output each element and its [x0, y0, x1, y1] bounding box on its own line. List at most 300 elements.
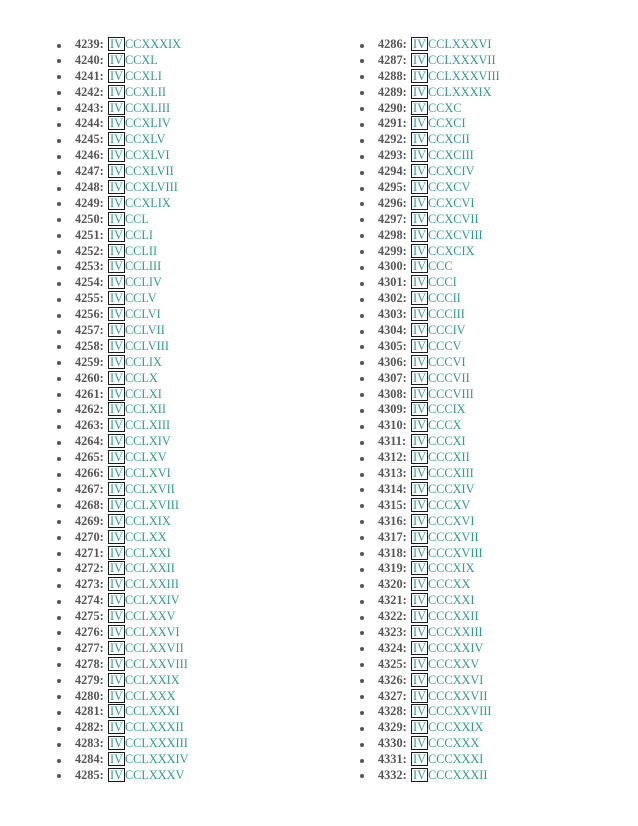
thousands-box: IV — [110, 338, 123, 353]
item-number: 4326: — [378, 672, 407, 687]
item-number: 4264: — [75, 434, 104, 449]
roman-numeral — [411, 387, 474, 403]
roman-numeral — [411, 546, 483, 562]
bullet-icon — [57, 298, 61, 302]
thousands-box: IV — [110, 180, 123, 195]
item-number: 4271: — [75, 545, 104, 560]
bullet-icon — [360, 44, 364, 48]
thousands-box: IV — [110, 688, 123, 703]
thousands-box: IV — [413, 752, 426, 767]
thousands-box: IV — [413, 180, 426, 195]
roman-remainder: CCCXXIX — [427, 720, 484, 735]
roman-remainder: CCCXXIV — [427, 640, 484, 655]
roman-numeral — [411, 116, 466, 132]
roman-remainder: CCLXVII — [124, 481, 175, 496]
thousands-box: IV — [110, 656, 123, 671]
roman-numeral — [108, 609, 176, 625]
roman-numeral — [108, 720, 184, 736]
roman-remainder: CCLXII — [124, 402, 166, 417]
bullet-icon — [57, 679, 61, 683]
roman-remainder: CCLVIII — [124, 338, 169, 353]
roman-remainder: CCCXVIII — [427, 545, 483, 560]
item-number: 4283: — [75, 736, 104, 751]
thousands-box: IV — [110, 148, 123, 163]
item-number: 4317: — [378, 529, 407, 544]
item-number: 4239: — [75, 37, 104, 51]
thousands-box: IV — [110, 37, 123, 51]
thousands-box: IV — [413, 338, 426, 353]
item-number: 4277: — [75, 640, 104, 655]
roman-numeral — [108, 418, 170, 434]
roman-numeral — [108, 561, 175, 577]
item-number: 4321: — [378, 593, 407, 608]
item-number: 4279: — [75, 672, 104, 687]
thousands-box: IV — [413, 164, 426, 179]
bullet-icon — [360, 488, 364, 492]
bullet-icon — [360, 759, 364, 763]
item-number: 4278: — [75, 656, 104, 671]
bullet-icon — [360, 218, 364, 222]
thousands-box: IV — [110, 402, 123, 417]
bullet-icon — [360, 695, 364, 699]
thousands-box: IV — [110, 736, 123, 751]
bullet-icon — [57, 107, 61, 111]
thousands-box: IV — [110, 307, 123, 322]
item-number: 4325: — [378, 656, 407, 671]
bullet-icon — [57, 631, 61, 635]
item-number: 4295: — [378, 180, 407, 195]
bullet-icon — [360, 91, 364, 95]
roman-remainder: CCCXII — [427, 450, 470, 465]
thousands-box: IV — [110, 672, 123, 687]
thousands-box: IV — [110, 84, 123, 99]
item-number: 4310: — [378, 418, 407, 433]
thousands-box: IV — [413, 497, 426, 512]
roman-numeral — [108, 291, 157, 307]
bullet-icon — [57, 377, 61, 381]
item-number: 4292: — [378, 132, 407, 147]
thousands-box: IV — [110, 211, 123, 226]
thousands-box: IV — [110, 704, 123, 719]
roman-numeral — [108, 546, 171, 562]
bullet-icon — [57, 44, 61, 48]
roman-remainder: CCC — [427, 259, 453, 274]
roman-remainder: CCLXIII — [124, 418, 171, 433]
thousands-box: IV — [110, 100, 123, 115]
bullet-icon — [360, 520, 364, 524]
roman-remainder: CCCXVI — [427, 513, 475, 528]
roman-remainder: CCLXVI — [124, 466, 171, 481]
roman-remainder: CCCXXI — [427, 593, 475, 608]
item-number: 4275: — [75, 609, 104, 624]
bullet-icon — [360, 282, 364, 286]
roman-numeral — [411, 164, 474, 180]
item-number: 4298: — [378, 227, 407, 242]
item-number: 4257: — [75, 323, 104, 338]
bullet-icon — [57, 441, 61, 445]
bullet-icon — [360, 473, 364, 477]
roman-remainder: CCCXXXI — [427, 752, 484, 767]
bullet-icon — [57, 647, 61, 651]
thousands-box: IV — [413, 402, 426, 417]
thousands-box: IV — [110, 720, 123, 735]
item-number: 4256: — [75, 307, 104, 322]
roman-numeral — [411, 355, 466, 371]
thousands-box: IV — [413, 100, 426, 115]
thousands-box: IV — [413, 68, 426, 83]
bullet-icon — [57, 600, 61, 604]
roman-remainder: CCLXV — [124, 450, 167, 465]
item-number: 4254: — [75, 275, 104, 290]
thousands-box: IV — [110, 370, 123, 385]
thousands-box: IV — [413, 323, 426, 338]
thousands-box: IV — [413, 624, 426, 639]
item-number: 4288: — [378, 68, 407, 83]
bullet-icon — [360, 123, 364, 127]
roman-remainder: CCCVIII — [427, 386, 474, 401]
thousands-box: IV — [110, 767, 123, 782]
roman-remainder: CCLXXXV — [124, 767, 185, 782]
bullet-icon — [57, 171, 61, 175]
roman-numeral — [108, 577, 179, 593]
thousands-box: IV — [110, 52, 123, 67]
roman-numeral — [108, 228, 153, 244]
roman-numeral — [108, 116, 171, 132]
roman-numeral — [411, 275, 457, 291]
item-number: 4309: — [378, 402, 407, 417]
thousands-box: IV — [413, 386, 426, 401]
bullet-icon — [57, 457, 61, 461]
roman-numeral — [108, 450, 167, 466]
item-number: 4253: — [75, 259, 104, 274]
roman-remainder: CCCIV — [427, 323, 466, 338]
roman-remainder: CCLXXII — [124, 561, 175, 576]
roman-numeral — [108, 259, 161, 275]
bullet-icon — [360, 187, 364, 191]
bullet-icon — [57, 425, 61, 429]
item-number: 4294: — [378, 164, 407, 179]
roman-remainder: CCLIV — [124, 275, 162, 290]
roman-remainder: CCLXXVII — [124, 640, 184, 655]
roman-numeral — [108, 402, 166, 418]
thousands-box: IV — [110, 386, 123, 401]
bullet-icon — [360, 266, 364, 270]
bullet-icon — [57, 695, 61, 699]
bullet-icon — [57, 774, 61, 778]
roman-remainder: CCLVII — [124, 323, 165, 338]
bullet-icon — [360, 774, 364, 778]
item-number: 4304: — [378, 323, 407, 338]
roman-numeral — [108, 53, 158, 69]
item-number: 4307: — [378, 370, 407, 385]
item-number: 4316: — [378, 513, 407, 528]
thousands-box: IV — [413, 52, 426, 67]
roman-numeral — [411, 530, 479, 546]
thousands-box: IV — [110, 513, 123, 528]
item-number: 4287: — [378, 52, 407, 67]
item-number: 4260: — [75, 370, 104, 385]
roman-remainder: CCCI — [427, 275, 457, 290]
roman-remainder: CCCXXXII — [427, 767, 488, 782]
bullet-icon — [57, 59, 61, 63]
roman-remainder: CCXCIII — [427, 148, 474, 163]
item-number: 4267: — [75, 481, 104, 496]
roman-remainder: CCXCVIII — [427, 227, 483, 242]
bullet-icon — [57, 536, 61, 540]
item-number: 4280: — [75, 688, 104, 703]
item-number: 4322: — [378, 609, 407, 624]
item-number: 4249: — [75, 195, 104, 210]
thousands-box: IV — [413, 688, 426, 703]
item-number: 4251: — [75, 227, 104, 242]
roman-numeral — [108, 752, 189, 768]
item-number: 4289: — [378, 84, 407, 99]
bullet-icon — [57, 488, 61, 492]
roman-numeral — [411, 450, 470, 466]
bullet-icon — [57, 616, 61, 620]
roman-remainder: CCXCVII — [427, 211, 479, 226]
roman-remainder: CCXCII — [427, 132, 470, 147]
roman-remainder: CCLXXXII — [124, 720, 184, 735]
roman-remainder: CCCIII — [427, 307, 465, 322]
bullet-icon — [57, 123, 61, 127]
thousands-box: IV — [110, 243, 123, 258]
thousands-box: IV — [413, 354, 426, 369]
item-number: 4263: — [75, 418, 104, 433]
roman-remainder: CCCXXVII — [427, 688, 488, 703]
roman-numeral — [108, 482, 175, 498]
bullet-icon — [360, 298, 364, 302]
roman-numeral — [108, 69, 162, 85]
roman-numeral — [108, 736, 188, 752]
bullet-icon — [360, 345, 364, 349]
bullet-icon — [360, 631, 364, 635]
item-number: 4284: — [75, 752, 104, 767]
thousands-box: IV — [110, 545, 123, 560]
thousands-box: IV — [110, 561, 123, 576]
bullet-icon — [360, 647, 364, 651]
item-number: 4312: — [378, 450, 407, 465]
roman-remainder: CCCXXVIII — [427, 704, 492, 719]
roman-numeral — [411, 514, 474, 530]
thousands-box: IV — [413, 116, 426, 131]
roman-numeral — [108, 212, 149, 228]
roman-remainder: CCXLVII — [124, 164, 174, 179]
roman-remainder: CCXLVIII — [124, 180, 178, 195]
thousands-box: IV — [413, 275, 426, 290]
thousands-box: IV — [110, 640, 123, 655]
bullet-icon — [360, 139, 364, 143]
bullet-icon — [57, 409, 61, 413]
item-number: 4290: — [378, 100, 407, 115]
bullet-icon — [360, 536, 364, 540]
item-number: 4299: — [378, 243, 407, 258]
roman-remainder: CCL — [124, 211, 149, 226]
bullet-icon — [360, 377, 364, 381]
bullet-icon — [57, 504, 61, 508]
roman-remainder: CCLXXIX — [124, 672, 180, 687]
roman-numeral — [411, 259, 453, 275]
item-number: 4242: — [75, 84, 104, 99]
thousands-box: IV — [110, 116, 123, 131]
roman-numeral — [108, 85, 166, 101]
item-number: 4329: — [378, 720, 407, 735]
roman-remainder: CCCXXX — [427, 736, 480, 751]
thousands-box: IV — [110, 529, 123, 544]
roman-numeral — [411, 736, 479, 752]
item-number: 4269: — [75, 513, 104, 528]
roman-numeral — [108, 164, 174, 180]
thousands-box: IV — [413, 767, 426, 782]
thousands-box: IV — [110, 354, 123, 369]
roman-numeral — [411, 768, 487, 784]
roman-numeral — [411, 609, 479, 625]
roman-remainder: CCCXI — [427, 434, 466, 449]
item-number: 4255: — [75, 291, 104, 306]
item-number: 4305: — [378, 338, 407, 353]
bullet-icon — [360, 202, 364, 206]
roman-remainder: CCLXXVI — [124, 624, 180, 639]
roman-numeral — [108, 593, 180, 609]
roman-numeral — [411, 689, 487, 705]
bullet-icon — [360, 504, 364, 508]
bullet-icon — [360, 600, 364, 604]
thousands-box: IV — [413, 640, 426, 655]
roman-numeral — [108, 148, 170, 164]
bullet-icon — [360, 330, 364, 334]
roman-numeral — [411, 307, 465, 323]
thousands-box: IV — [110, 164, 123, 179]
roman-numeral — [411, 148, 474, 164]
roman-numeral — [411, 85, 492, 101]
thousands-box: IV — [413, 609, 426, 624]
roman-numeral — [411, 482, 474, 498]
item-number: 4314: — [378, 481, 407, 496]
roman-numeral — [411, 244, 474, 260]
item-number: 4332: — [378, 767, 407, 782]
thousands-box: IV — [110, 752, 123, 767]
roman-numeral — [411, 180, 470, 196]
bullet-icon — [57, 711, 61, 715]
item-number: 4318: — [378, 545, 407, 560]
bullet-icon — [57, 330, 61, 334]
roman-remainder: CCCXX — [427, 577, 471, 592]
roman-remainder: CCCII — [427, 291, 461, 306]
item-number: 4266: — [75, 466, 104, 481]
roman-remainder: CCCIX — [427, 402, 466, 417]
item-number: 4319: — [378, 561, 407, 576]
item-number: 4311: — [378, 434, 407, 449]
item-number: 4265: — [75, 450, 104, 465]
roman-numeral — [411, 657, 479, 673]
item-number: 4276: — [75, 624, 104, 639]
bullet-icon — [57, 759, 61, 763]
item-number: 4240: — [75, 52, 104, 67]
roman-remainder: CCLXXXVII — [427, 52, 496, 67]
roman-numeral — [108, 466, 171, 482]
roman-remainder: CCLI — [124, 227, 153, 242]
thousands-box: IV — [110, 68, 123, 83]
thousands-box: IV — [110, 195, 123, 210]
bullet-icon — [57, 552, 61, 556]
roman-numeral — [411, 625, 483, 641]
roman-remainder: CCXCIX — [427, 243, 475, 258]
roman-numeral — [411, 673, 483, 689]
bullet-icon — [57, 314, 61, 318]
bullet-icon — [360, 393, 364, 397]
roman-numeral — [411, 69, 500, 85]
bullet-icon — [360, 234, 364, 238]
item-number: 4270: — [75, 529, 104, 544]
roman-remainder: CCCV — [427, 338, 462, 353]
thousands-box: IV — [110, 275, 123, 290]
roman-numeral — [411, 53, 496, 69]
roman-remainder: CCLIX — [124, 354, 162, 369]
item-number: 4248: — [75, 180, 104, 195]
bullet-icon — [57, 473, 61, 477]
roman-numeral — [108, 387, 162, 403]
thousands-box: IV — [413, 561, 426, 576]
thousands-box: IV — [413, 132, 426, 147]
thousands-box: IV — [110, 577, 123, 592]
roman-remainder: CCLXXIV — [124, 593, 180, 608]
bullet-icon — [360, 314, 364, 318]
roman-remainder: CCCXXVI — [427, 672, 484, 687]
item-number: 4244: — [75, 116, 104, 131]
roman-numeral — [108, 275, 162, 291]
bullet-icon — [57, 234, 61, 238]
roman-numeral — [411, 291, 461, 307]
roman-numeral — [108, 196, 171, 212]
roman-numeral — [411, 720, 483, 736]
roman-remainder: CCLXIV — [124, 434, 171, 449]
item-number: 4331: — [378, 752, 407, 767]
roman-numeral — [411, 101, 461, 117]
item-number: 4261: — [75, 386, 104, 401]
bullet-icon — [57, 568, 61, 572]
roman-remainder: CCLXIX — [124, 513, 171, 528]
thousands-box: IV — [413, 720, 426, 735]
roman-numeral — [108, 704, 180, 720]
roman-numeral — [411, 593, 474, 609]
roman-remainder: CCLXI — [124, 386, 162, 401]
bullet-icon — [57, 584, 61, 588]
bullet-icon — [360, 584, 364, 588]
item-number: 4320: — [378, 577, 407, 592]
thousands-box: IV — [413, 370, 426, 385]
roman-remainder: CCLXVIII — [124, 497, 179, 512]
thousands-box: IV — [110, 450, 123, 465]
roman-remainder: CCXLVI — [124, 148, 170, 163]
bullet-icon — [360, 155, 364, 159]
item-number: 4297: — [378, 211, 407, 226]
item-number: 4302: — [378, 291, 407, 306]
roman-remainder: CCLXXVIII — [124, 656, 188, 671]
roman-remainder: CCCXV — [427, 497, 471, 512]
bullet-icon — [57, 250, 61, 254]
item-number: 4308: — [378, 386, 407, 401]
bullet-icon — [57, 727, 61, 731]
roman-numeral — [108, 434, 171, 450]
roman-remainder: CCLXX — [124, 529, 167, 544]
roman-numeral — [411, 418, 461, 434]
bullet-icon — [360, 552, 364, 556]
bullet-icon — [57, 520, 61, 524]
bullet-icon — [360, 250, 364, 254]
thousands-box: IV — [413, 545, 426, 560]
item-number: 4250: — [75, 211, 104, 226]
roman-numeral — [411, 212, 479, 228]
